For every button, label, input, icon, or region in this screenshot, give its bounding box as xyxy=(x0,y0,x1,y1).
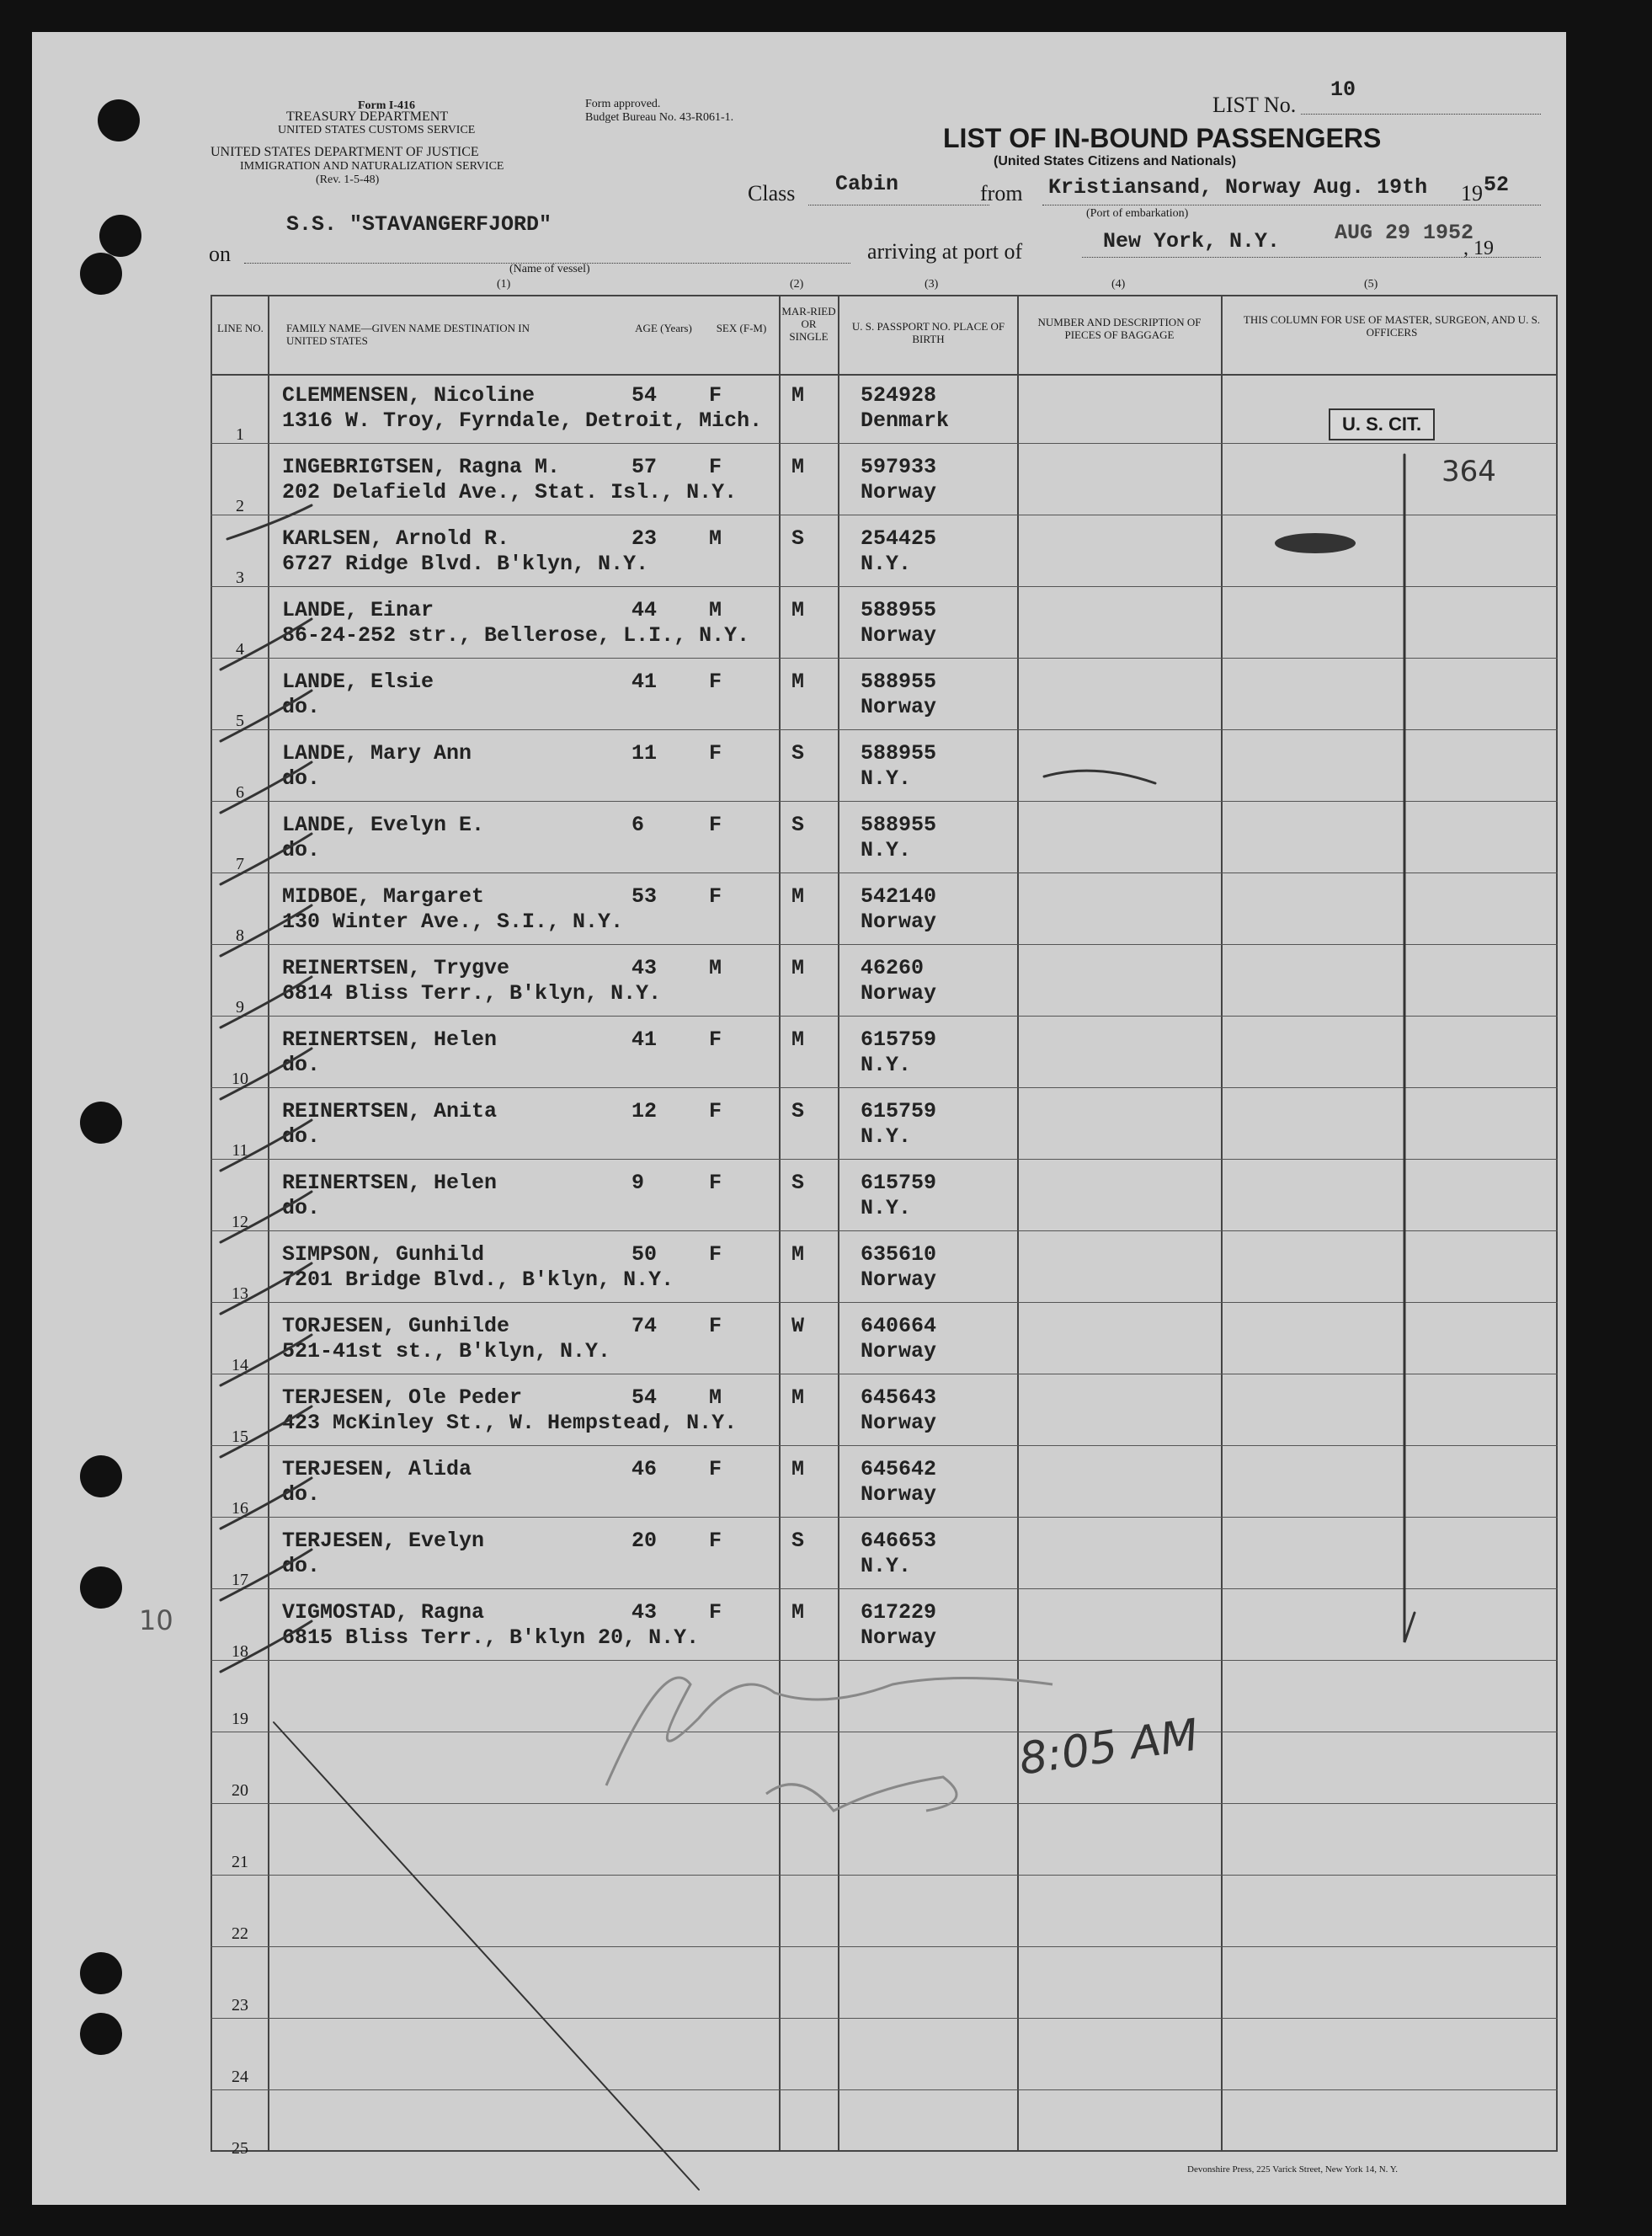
passport-number: 254425 xyxy=(861,526,937,551)
vessel-caption: (Name of vessel) xyxy=(509,263,590,275)
row-rule xyxy=(210,1159,1558,1160)
passport-number: 645642 xyxy=(861,1457,937,1481)
passenger-destination: 521-41st st., B'klyn, N.Y. xyxy=(282,1339,611,1363)
handwritten-time: 8:05 AM xyxy=(1015,1710,1202,1785)
passport-number: 615759 xyxy=(861,1027,937,1052)
place-of-birth: N.Y. xyxy=(861,552,912,576)
budget-bureau: Budget Bureau No. 43-R061-1. xyxy=(585,111,734,124)
col-header-sex: SEX (F-M) xyxy=(716,322,767,334)
arrival-port: New York, N.Y. xyxy=(1103,229,1281,253)
place-of-birth: Norway xyxy=(861,1267,937,1292)
line-number: 18 xyxy=(232,1642,248,1661)
place-of-birth: Norway xyxy=(861,1411,937,1435)
class-label: Class xyxy=(748,181,796,205)
passenger-sex: M xyxy=(709,1385,722,1410)
passenger-sex: F xyxy=(709,1171,722,1195)
passenger-destination: 130 Winter Ave., S.I., N.Y. xyxy=(282,910,624,934)
passenger-age: 23 xyxy=(631,526,658,551)
passenger-destination: 6815 Bliss Terr., B'klyn 20, N.Y. xyxy=(282,1625,700,1650)
passenger-name: TERJESEN, Evelyn xyxy=(282,1529,485,1553)
passenger-destination: 423 McKinley St., W. Hempstead, N.Y. xyxy=(282,1411,738,1435)
place-of-birth: Norway xyxy=(861,981,937,1006)
passport-number: 588955 xyxy=(861,670,937,694)
line-number: 11 xyxy=(232,1141,248,1160)
row-rule xyxy=(210,2018,1558,2019)
place-of-birth: Norway xyxy=(861,1339,937,1363)
line-number: 17 xyxy=(232,1571,248,1589)
passenger-name: INGEBRIGTSEN, Ragna M. xyxy=(282,455,561,479)
passenger-name: REINERTSEN, Helen xyxy=(282,1027,498,1052)
col-divider xyxy=(779,295,781,2152)
passenger-age: 44 xyxy=(631,598,658,622)
passenger-name: CLEMMENSEN, Nicoline xyxy=(282,383,536,408)
col-header-officers: THIS COLUMN FOR USE OF MASTER, SURGEON, AND U. S. OFFICERS xyxy=(1243,313,1541,339)
line-number: 14 xyxy=(232,1356,248,1374)
marital-status: W xyxy=(791,1314,805,1338)
arriving-label: arriving at port of xyxy=(867,239,1023,264)
marital-status: M xyxy=(791,1027,805,1052)
place-of-birth: Norway xyxy=(861,623,937,648)
row-rule xyxy=(210,1875,1558,1876)
passport-number: 617229 xyxy=(861,1600,937,1625)
line-number: 16 xyxy=(232,1499,248,1518)
line-number: 6 xyxy=(236,783,244,802)
line-number: 23 xyxy=(232,1996,248,2015)
line-number: 22 xyxy=(232,1924,248,1943)
passenger-name: REINERTSEN, Helen xyxy=(282,1171,498,1195)
col-header-age: AGE (Years) xyxy=(635,322,692,334)
passenger-destination: do. xyxy=(282,1124,321,1149)
passenger-sex: M xyxy=(709,598,722,622)
class-value: Cabin xyxy=(835,172,899,196)
passport-number: 645643 xyxy=(861,1385,937,1410)
passenger-age: 57 xyxy=(631,455,658,479)
row-rule xyxy=(210,1230,1558,1231)
line-number: 1 xyxy=(236,425,244,444)
passenger-destination: do. xyxy=(282,1053,321,1077)
passport-number: 588955 xyxy=(861,813,937,837)
form-approved: Form approved. xyxy=(585,98,661,110)
place-of-birth: Norway xyxy=(861,1482,937,1507)
punch-hole xyxy=(99,215,141,257)
marital-status: S xyxy=(791,741,805,766)
passenger-sex: M xyxy=(709,956,722,980)
passenger-name: SIMPSON, Gunhild xyxy=(282,1242,485,1267)
passenger-age: 41 xyxy=(631,670,658,694)
marital-status: M xyxy=(791,670,805,694)
passenger-name: TERJESEN, Alida xyxy=(282,1457,472,1481)
line-number: 13 xyxy=(232,1284,248,1303)
revision: (Rev. 1-5-48) xyxy=(316,173,380,186)
passenger-destination: do. xyxy=(282,838,321,862)
col-number: (3) xyxy=(925,278,939,291)
col-divider xyxy=(838,295,839,2152)
passenger-age: 54 xyxy=(631,1385,658,1410)
margin-note: 10 xyxy=(139,1604,173,1636)
col-header-married: MAR-RIED OR SINGLE xyxy=(781,305,836,343)
passenger-destination: do. xyxy=(282,1554,321,1578)
row-rule xyxy=(210,729,1558,730)
passenger-age: 43 xyxy=(631,1600,658,1625)
marital-status: M xyxy=(791,1457,805,1481)
passenger-age: 11 xyxy=(631,741,658,766)
punch-hole xyxy=(80,1952,122,1994)
place-of-birth: N.Y. xyxy=(861,1124,912,1149)
handwritten-count: 364 xyxy=(1442,455,1496,488)
customs-service: UNITED STATES CUSTOMS SERVICE xyxy=(278,124,476,136)
passport-number: 524928 xyxy=(861,383,937,408)
passenger-age: 6 xyxy=(631,813,645,837)
punch-hole xyxy=(98,99,140,141)
place-of-birth: N.Y. xyxy=(861,1554,912,1578)
marital-status: M xyxy=(791,1600,805,1625)
passenger-name: KARLSEN, Arnold R. xyxy=(282,526,510,551)
line-number: 3 xyxy=(236,568,244,587)
row-rule xyxy=(210,1445,1558,1446)
line-number: 24 xyxy=(232,2068,248,2086)
marital-status: M xyxy=(791,884,805,909)
row-rule xyxy=(210,1588,1558,1589)
col-header-name: FAMILY NAME—GIVEN NAME DESTINATION IN UNITED STATES xyxy=(286,322,530,347)
passenger-destination: do. xyxy=(282,1196,321,1220)
page-subtitle: (United States Citizens and Nationals) xyxy=(994,154,1237,168)
passenger-name: REINERTSEN, Anita xyxy=(282,1099,498,1123)
passenger-age: 74 xyxy=(631,1314,658,1338)
line-number: 8 xyxy=(236,926,244,945)
marital-status: S xyxy=(791,1099,805,1123)
line-number: 4 xyxy=(236,640,244,659)
row-rule xyxy=(210,801,1558,802)
passenger-sex: F xyxy=(709,813,722,837)
vessel-name: S.S. "STAVANGERFJORD" xyxy=(286,212,552,237)
line-number: 21 xyxy=(232,1853,248,1871)
row-rule xyxy=(210,944,1558,945)
col-header-line: LINE NO. xyxy=(217,322,264,334)
passenger-sex: F xyxy=(709,1099,722,1123)
passenger-age: 50 xyxy=(631,1242,658,1267)
passenger-name: LANDE, Mary Ann xyxy=(282,741,472,766)
printer-imprint: Devonshire Press, 225 Varick Street, New York 14, N. Y. xyxy=(1187,2164,1399,2175)
passenger-name: TORJESEN, Gunhilde xyxy=(282,1314,510,1338)
marital-status: S xyxy=(791,1171,805,1195)
list-label: LIST No. xyxy=(1212,93,1297,117)
passenger-destination: do. xyxy=(282,1482,321,1507)
passport-number: 615759 xyxy=(861,1171,937,1195)
place-of-birth: N.Y. xyxy=(861,1196,912,1220)
row-rule xyxy=(210,1016,1558,1017)
passenger-age: 43 xyxy=(631,956,658,980)
row-rule xyxy=(210,586,1558,587)
punch-hole xyxy=(80,2013,122,2055)
ins-service: IMMIGRATION AND NATURALIZATION SERVICE xyxy=(240,160,504,173)
passenger-sex: M xyxy=(709,526,722,551)
passenger-name: LANDE, Elsie xyxy=(282,670,434,694)
marital-status: S xyxy=(791,1529,805,1553)
passenger-age: 20 xyxy=(631,1529,658,1553)
line-number: 12 xyxy=(232,1213,248,1231)
passport-number: 597933 xyxy=(861,455,937,479)
marital-status: M xyxy=(791,956,805,980)
passenger-destination: 7201 Bridge Blvd., B'klyn, N.Y. xyxy=(282,1267,674,1292)
from-label: from xyxy=(980,181,1023,205)
line-number: 9 xyxy=(236,998,244,1017)
place-of-birth: N.Y. xyxy=(861,1053,912,1077)
year-label: , 19 xyxy=(1463,237,1494,259)
punch-hole xyxy=(80,1102,122,1144)
passenger-destination: do. xyxy=(282,766,321,791)
passenger-name: REINERTSEN, Trygve xyxy=(282,956,510,980)
marital-status: M xyxy=(791,383,805,408)
passenger-sex: F xyxy=(709,1027,722,1052)
us-citizen-stamp: U. S. CIT. xyxy=(1329,408,1435,440)
passport-number: 46260 xyxy=(861,956,925,980)
marital-status: S xyxy=(791,813,805,837)
row-rule xyxy=(210,1302,1558,1303)
passenger-destination: 6814 Bliss Terr., B'klyn, N.Y. xyxy=(282,981,662,1006)
place-of-birth: Denmark xyxy=(861,408,950,433)
row-rule xyxy=(210,1517,1558,1518)
passenger-sex: F xyxy=(709,1242,722,1267)
marital-status: S xyxy=(791,526,805,551)
passport-number: 646653 xyxy=(861,1529,937,1553)
passenger-sex: F xyxy=(709,383,722,408)
passenger-sex: F xyxy=(709,670,722,694)
row-rule xyxy=(210,1803,1558,1804)
punch-hole xyxy=(80,1566,122,1609)
line-number: 19 xyxy=(232,1710,248,1728)
col-number: (4) xyxy=(1111,278,1126,291)
row-rule xyxy=(210,443,1558,444)
place-of-birth: Norway xyxy=(861,695,937,719)
passport-number: 615759 xyxy=(861,1099,937,1123)
marital-status: M xyxy=(791,1242,805,1267)
col-divider xyxy=(268,295,269,2152)
col-header-passport: U. S. PASSPORT NO. PLACE OF BIRTH xyxy=(851,320,1005,345)
passenger-age: 54 xyxy=(631,383,658,408)
line-number: 2 xyxy=(236,497,244,515)
row-rule xyxy=(210,2089,1558,2090)
passenger-destination: 86-24-252 str., Bellerose, L.I., N.Y. xyxy=(282,623,750,648)
list-line xyxy=(1301,114,1541,115)
passenger-name: VIGMOSTAD, Ragna xyxy=(282,1600,485,1625)
marital-status: M xyxy=(791,455,805,479)
passport-number: 542140 xyxy=(861,884,937,909)
line-number: 5 xyxy=(236,712,244,730)
form-number: Form I-416 xyxy=(358,99,416,112)
passenger-age: 53 xyxy=(631,884,658,909)
port-of-embarkation: Kristiansand, Norway Aug. 19th xyxy=(1048,175,1428,200)
passport-number: 588955 xyxy=(861,741,937,766)
place-of-birth: N.Y. xyxy=(861,766,912,791)
arrival-date-stamp: AUG 29 1952 xyxy=(1335,221,1474,245)
col-divider xyxy=(1017,295,1019,2152)
year-prefix: 19 xyxy=(1461,181,1483,205)
passenger-name: LANDE, Evelyn E. xyxy=(282,813,485,837)
line-number: 7 xyxy=(236,855,244,873)
passenger-sex: F xyxy=(709,1457,722,1481)
port-embark-caption: (Port of embarkation) xyxy=(1086,207,1189,220)
page-title: LIST OF IN-BOUND PASSENGERS xyxy=(943,123,1382,153)
passenger-sex: F xyxy=(709,1600,722,1625)
passenger-sex: F xyxy=(709,884,722,909)
marital-status: M xyxy=(791,598,805,622)
line-number: 20 xyxy=(232,1781,248,1800)
passenger-sex: F xyxy=(709,1314,722,1338)
col-number: (5) xyxy=(1364,278,1378,291)
passport-number: 640664 xyxy=(861,1314,937,1338)
col-divider xyxy=(1221,295,1223,2152)
passenger-destination: do. xyxy=(282,695,321,719)
list-number: 10 xyxy=(1330,77,1356,102)
marital-status: M xyxy=(791,1385,805,1410)
passenger-destination: 1316 W. Troy, Fyrndale, Detroit, Mich. xyxy=(282,408,763,433)
passenger-sex: F xyxy=(709,1529,722,1553)
treasury-dept: TREASURY DEPARTMENT xyxy=(286,109,449,124)
punch-hole xyxy=(80,1455,122,1497)
place-of-birth: N.Y. xyxy=(861,838,912,862)
place-of-birth: Norway xyxy=(861,1625,937,1650)
passenger-sex: F xyxy=(709,455,722,479)
col-header-baggage: NUMBER AND DESCRIPTION OF PIECES OF BAGGAGE xyxy=(1037,316,1202,341)
passenger-name: TERJESEN, Ole Peder xyxy=(282,1385,523,1410)
row-rule xyxy=(210,658,1558,659)
passport-number: 635610 xyxy=(861,1242,937,1267)
col-number: (1) xyxy=(497,278,511,291)
passenger-destination: 202 Delafield Ave., Stat. Isl., N.Y. xyxy=(282,480,738,504)
on-label: on xyxy=(209,242,231,266)
row-rule xyxy=(210,1946,1558,1947)
passenger-sex: F xyxy=(709,741,722,766)
passenger-destination: 6727 Ridge Blvd. B'klyn, N.Y. xyxy=(282,552,649,576)
year-suffix: 52 xyxy=(1484,173,1510,197)
row-rule xyxy=(210,1660,1558,1661)
passenger-age: 46 xyxy=(631,1457,658,1481)
place-of-birth: Norway xyxy=(861,480,937,504)
passenger-age: 12 xyxy=(631,1099,658,1123)
punch-hole xyxy=(80,253,122,295)
passenger-name: LANDE, Einar xyxy=(282,598,434,622)
place-of-birth: Norway xyxy=(861,910,937,934)
col-number: (2) xyxy=(790,278,804,291)
justice-dept: UNITED STATES DEPARTMENT OF JUSTICE xyxy=(210,145,479,159)
passport-number: 588955 xyxy=(861,598,937,622)
line-number: 25 xyxy=(232,2139,248,2158)
passenger-age: 41 xyxy=(631,1027,658,1052)
header-rule xyxy=(210,374,1558,376)
row-rule xyxy=(210,1087,1558,1088)
passenger-age: 9 xyxy=(631,1171,645,1195)
passenger-name: MIDBOE, Margaret xyxy=(282,884,485,909)
line-number: 15 xyxy=(232,1428,248,1446)
line-number: 10 xyxy=(232,1070,248,1088)
